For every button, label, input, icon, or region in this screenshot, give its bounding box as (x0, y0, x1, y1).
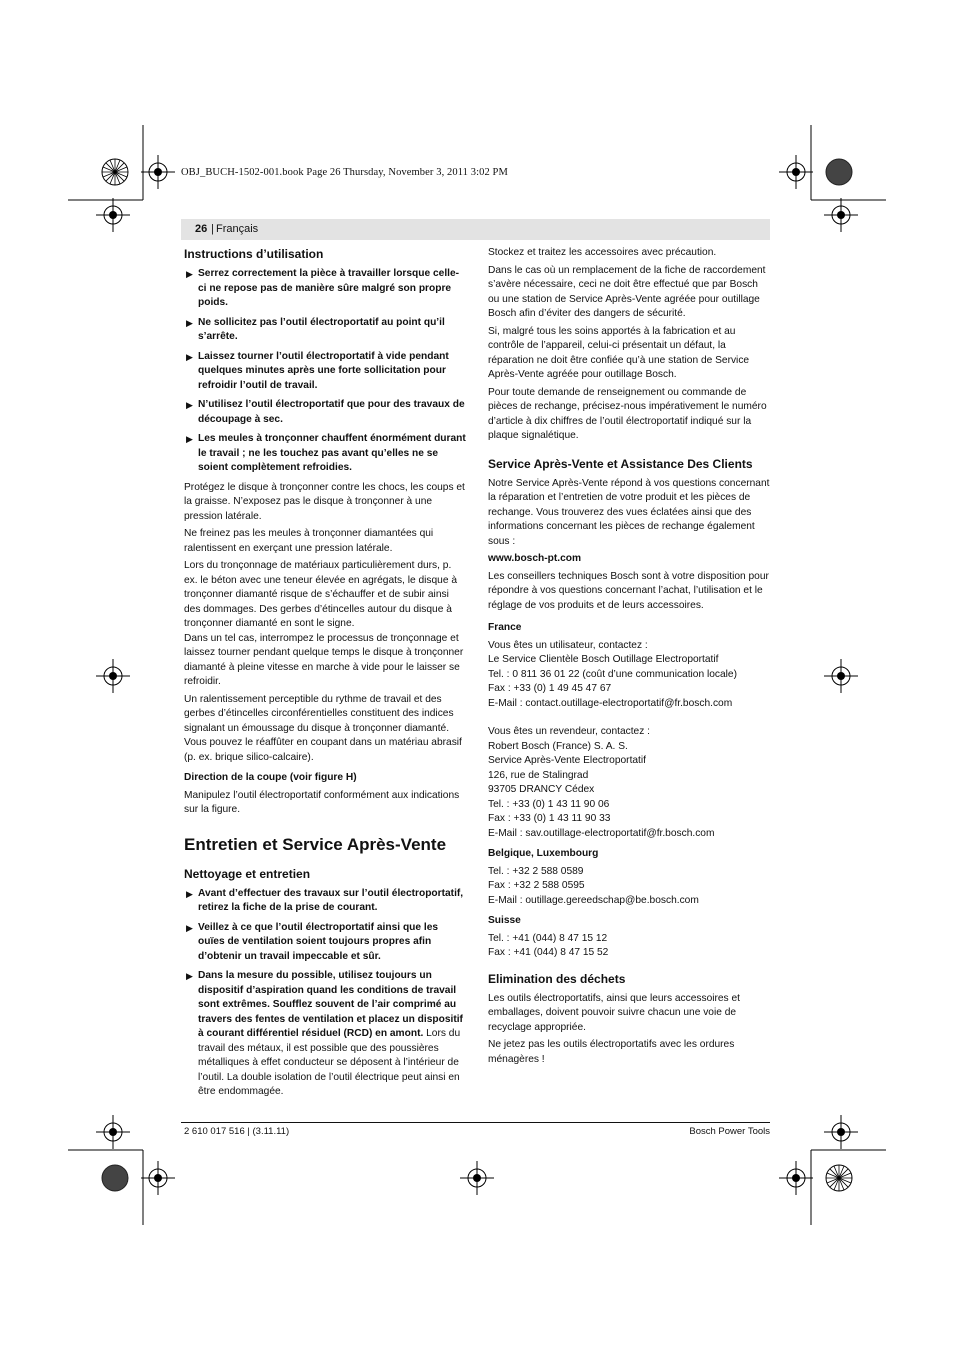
paragraph: Manipulez l’outil électroportatif conformément aux indications sur la figure. (184, 789, 460, 815)
website: www.bosch-pt.com (488, 553, 582, 564)
triangle-right-icon: ▶ (186, 317, 193, 328)
bullet-item: ▶ Ne sollicitez pas l’outil électroportatif au point qu’il s’arrête. (186, 316, 445, 342)
page-header (181, 219, 770, 240)
suisse-contact: Tel. : +41 (044) 8 47 15 12 Fax : +41 (044) 8 47 15 52 (488, 932, 609, 958)
print-info: OBJ_BUCH-1502-001.book Page 26 Thursday, November 3, 2011 3:02 PM (181, 167, 508, 178)
bullet-item: ▶ Laissez tourner l’outil électroportatif à vide pendant quelques minutes après une forte sollicitation pour refroidir l’outil de travail. (186, 350, 449, 391)
paragraph: Un ralentissement perceptible du rythme de travail et des gerbes d’étincelles circonférentielles constituent des indices signalant un émoussage du disque à tronçonner diamanté. Vous pouvez le réaffûter en coupant dans un matériau abrasif (p. ex. brique silico-calcaire). (184, 693, 462, 763)
triangle-right-icon: ▶ (186, 888, 193, 899)
bullet-item: ▶ Les meules à tronçonner chauffent énormément durant le travail ; ne les touchez pas avant qu’elles ne se soient complètement refroidies. (186, 433, 466, 473)
triangle-right-icon: ▶ (186, 922, 193, 933)
triangle-right-icon: ▶ (186, 269, 193, 279)
entretien-title: Entretien et Service Après-Vente (184, 834, 447, 854)
paragraph: Stockez et traitez les accessoires avec précaution. (488, 247, 717, 258)
direction-title: Direction de la coupe (voir figure H) (184, 772, 357, 783)
footer-brand: Bosch Power Tools (689, 1126, 770, 1137)
suisse-title: Suisse (488, 915, 521, 926)
triangle-right-icon: ▶ (186, 351, 193, 362)
paragraph: Lors du tronçonnage de matériaux particulièrement durs, p. ex. le béton avec une teneur élevée en agrégats, le disque à tronçonner diamanté risque de s’échauffer et de subir ainsi des dommages. Des gerbes d’étincelles autour du disque à tronçonner diamanté en sont le signe. (184, 560, 457, 629)
paragraph: Dans le cas où un remplacement de la fiche de raccordement s’avère nécessaire, ceci ne doit être effectué que par Bosch ou une station de Service Après-Vente agréée pour outillage Bosch afin d’éviter des dangers de sécurité. (488, 264, 766, 319)
bullet-item: ▶ Serrez correctement la pièce à travailler lorsque celle-ci ne repose pas de manière sûre malgré son propre poids. (186, 268, 460, 308)
instructions-title: Instructions d’utilisation (184, 247, 324, 261)
paragraph: Protégez le disque à tronçonner contre les chocs, les coups et la graisse. N’exposez pas le disque à tronçonner à une pression latérale. (184, 481, 465, 522)
paragraph: Si, malgré tous les soins apportés à la fabrication et au contrôle de l’appareil, celui-ci présentait un défaut, la réparation ne doit être confiée qu’à une station de Service Après-Vente agréée pour outillage Bosch. (488, 325, 750, 380)
belgique-title: Belgique, Luxembourg (488, 848, 599, 859)
paragraph: Les conseillers techniques Bosch sont à votre disposition pour répondre à vos questions concernant l’achat, l’utilisation et le réglage de vos produits et de leurs accessoires. (488, 570, 769, 611)
footer-rule (181, 1122, 770, 1123)
bullet-item: ▶ Veillez à ce que l’outil électroportatif ainsi que les ouïes de ventilation soient toujours propres afin d’obtenir un travail impeccable et sûr. (186, 921, 439, 962)
bullet-item: ▶ N’utilisez l’outil électroportatif que pour des travaux de découpage à sec. (186, 399, 465, 425)
page-number: 26 (195, 223, 208, 235)
triangle-right-icon: ▶ (186, 434, 193, 444)
header-separator: | (211, 223, 214, 235)
paragraph: Ne jetez pas les outils électroportatifs avec les ordures ménagères ! (488, 1039, 735, 1065)
france-title: France (488, 622, 522, 633)
france-contact: Vous êtes un utilisateur, contactez : Le Service Clientèle Bosch Outillage Electroportatif Tel. : 0 811 36 01 22 (coût d’une communication locale) Fax : +33 (0) 1 49 45 47 67 E-Mail : contact.outillage-electroportatif@fr.bosch.com (488, 639, 737, 709)
service-title: Service Après-Vente et Assistance Des Clients (488, 456, 753, 471)
paragraph: Ne freinez pas les meules à tronçonner diamantées qui ralentissent en exerçant une pression latérale. (184, 528, 434, 554)
triangle-right-icon: ▶ (186, 400, 193, 410)
paragraph: Pour toute demande de renseignement ou commande de pièces de rechange, précisez-nous impérativement le numéro d’article à dix chiffres de l’outil électroportatif indiqué sur la plaque signalétique. (488, 386, 767, 441)
nettoyage-title: Nettoyage et entretien (184, 866, 311, 881)
footer-doc-number: 2 610 017 516 | (3.11.11) (184, 1126, 290, 1137)
header-language: Français (216, 223, 259, 235)
revendeur-contact: Vous êtes un revendeur, contactez : Robert Bosch (France) S. A. S. Service Après-Vente Electroportatif 126, rue de Stalingrad 93705 DRANCY Cédex Tel. : +33 (0) 1 43 11 90 06 Fax : +33 (0) 1 43 11 90 33 E-Mail : sav.outillage-electroportatif@fr.bosch.com (488, 726, 715, 839)
right-column (488, 246, 770, 1070)
left-column (184, 246, 466, 1105)
paragraph: Les outils électroportatifs, ainsi que leurs accessoires et emballages, doivent pouvoir suivre chacun une voie de recyclage appropriée. (488, 992, 740, 1033)
paragraph: Dans un tel cas, interrompez le processus de tronçonnage et laissez tourner pendant quelque temps le disque à tronçonner diamanté à pleine vitesse en marche à vide pour le laisser se refroidir. (184, 632, 464, 687)
bullet-item: ▶ Avant d’effectuer des travaux sur l’outil électroportatif, retirez la fiche de la prise de courant. (186, 887, 464, 913)
elimination-title: Elimination des déchets (488, 971, 626, 986)
bullet-item: ▶ Dans la mesure du possible, utilisez toujours un dispositif d’aspiration quand les conditions de travail sont extrêmes. Soufflez souvent de l’air comprimé au travers des fentes de ventilation et placez un dispositif à courant différentiel résiduel (RCD) en amont. Lors du travail des métaux, il est possible que des poussières métalliques à effet conducteur se déposent à l’intérieur de l’outil. La double isolation de l’outil électrique peut ainsi en être endommagée. (186, 970, 463, 1097)
belgique-contact: Tel. : +32 2 588 0589 Fax : +32 2 588 0595 E-Mail : outillage.gereedschap@be.bosch.com (488, 865, 699, 906)
triangle-right-icon: ▶ (186, 971, 193, 981)
paragraph: Notre Service Après-Vente répond à vos questions concernant la réparation et l’entretien de votre produit et les pièces de rechange. Vous trouverez des vues éclatées ainsi que des informations concernant les pièces de rechange également sous : (488, 477, 770, 547)
